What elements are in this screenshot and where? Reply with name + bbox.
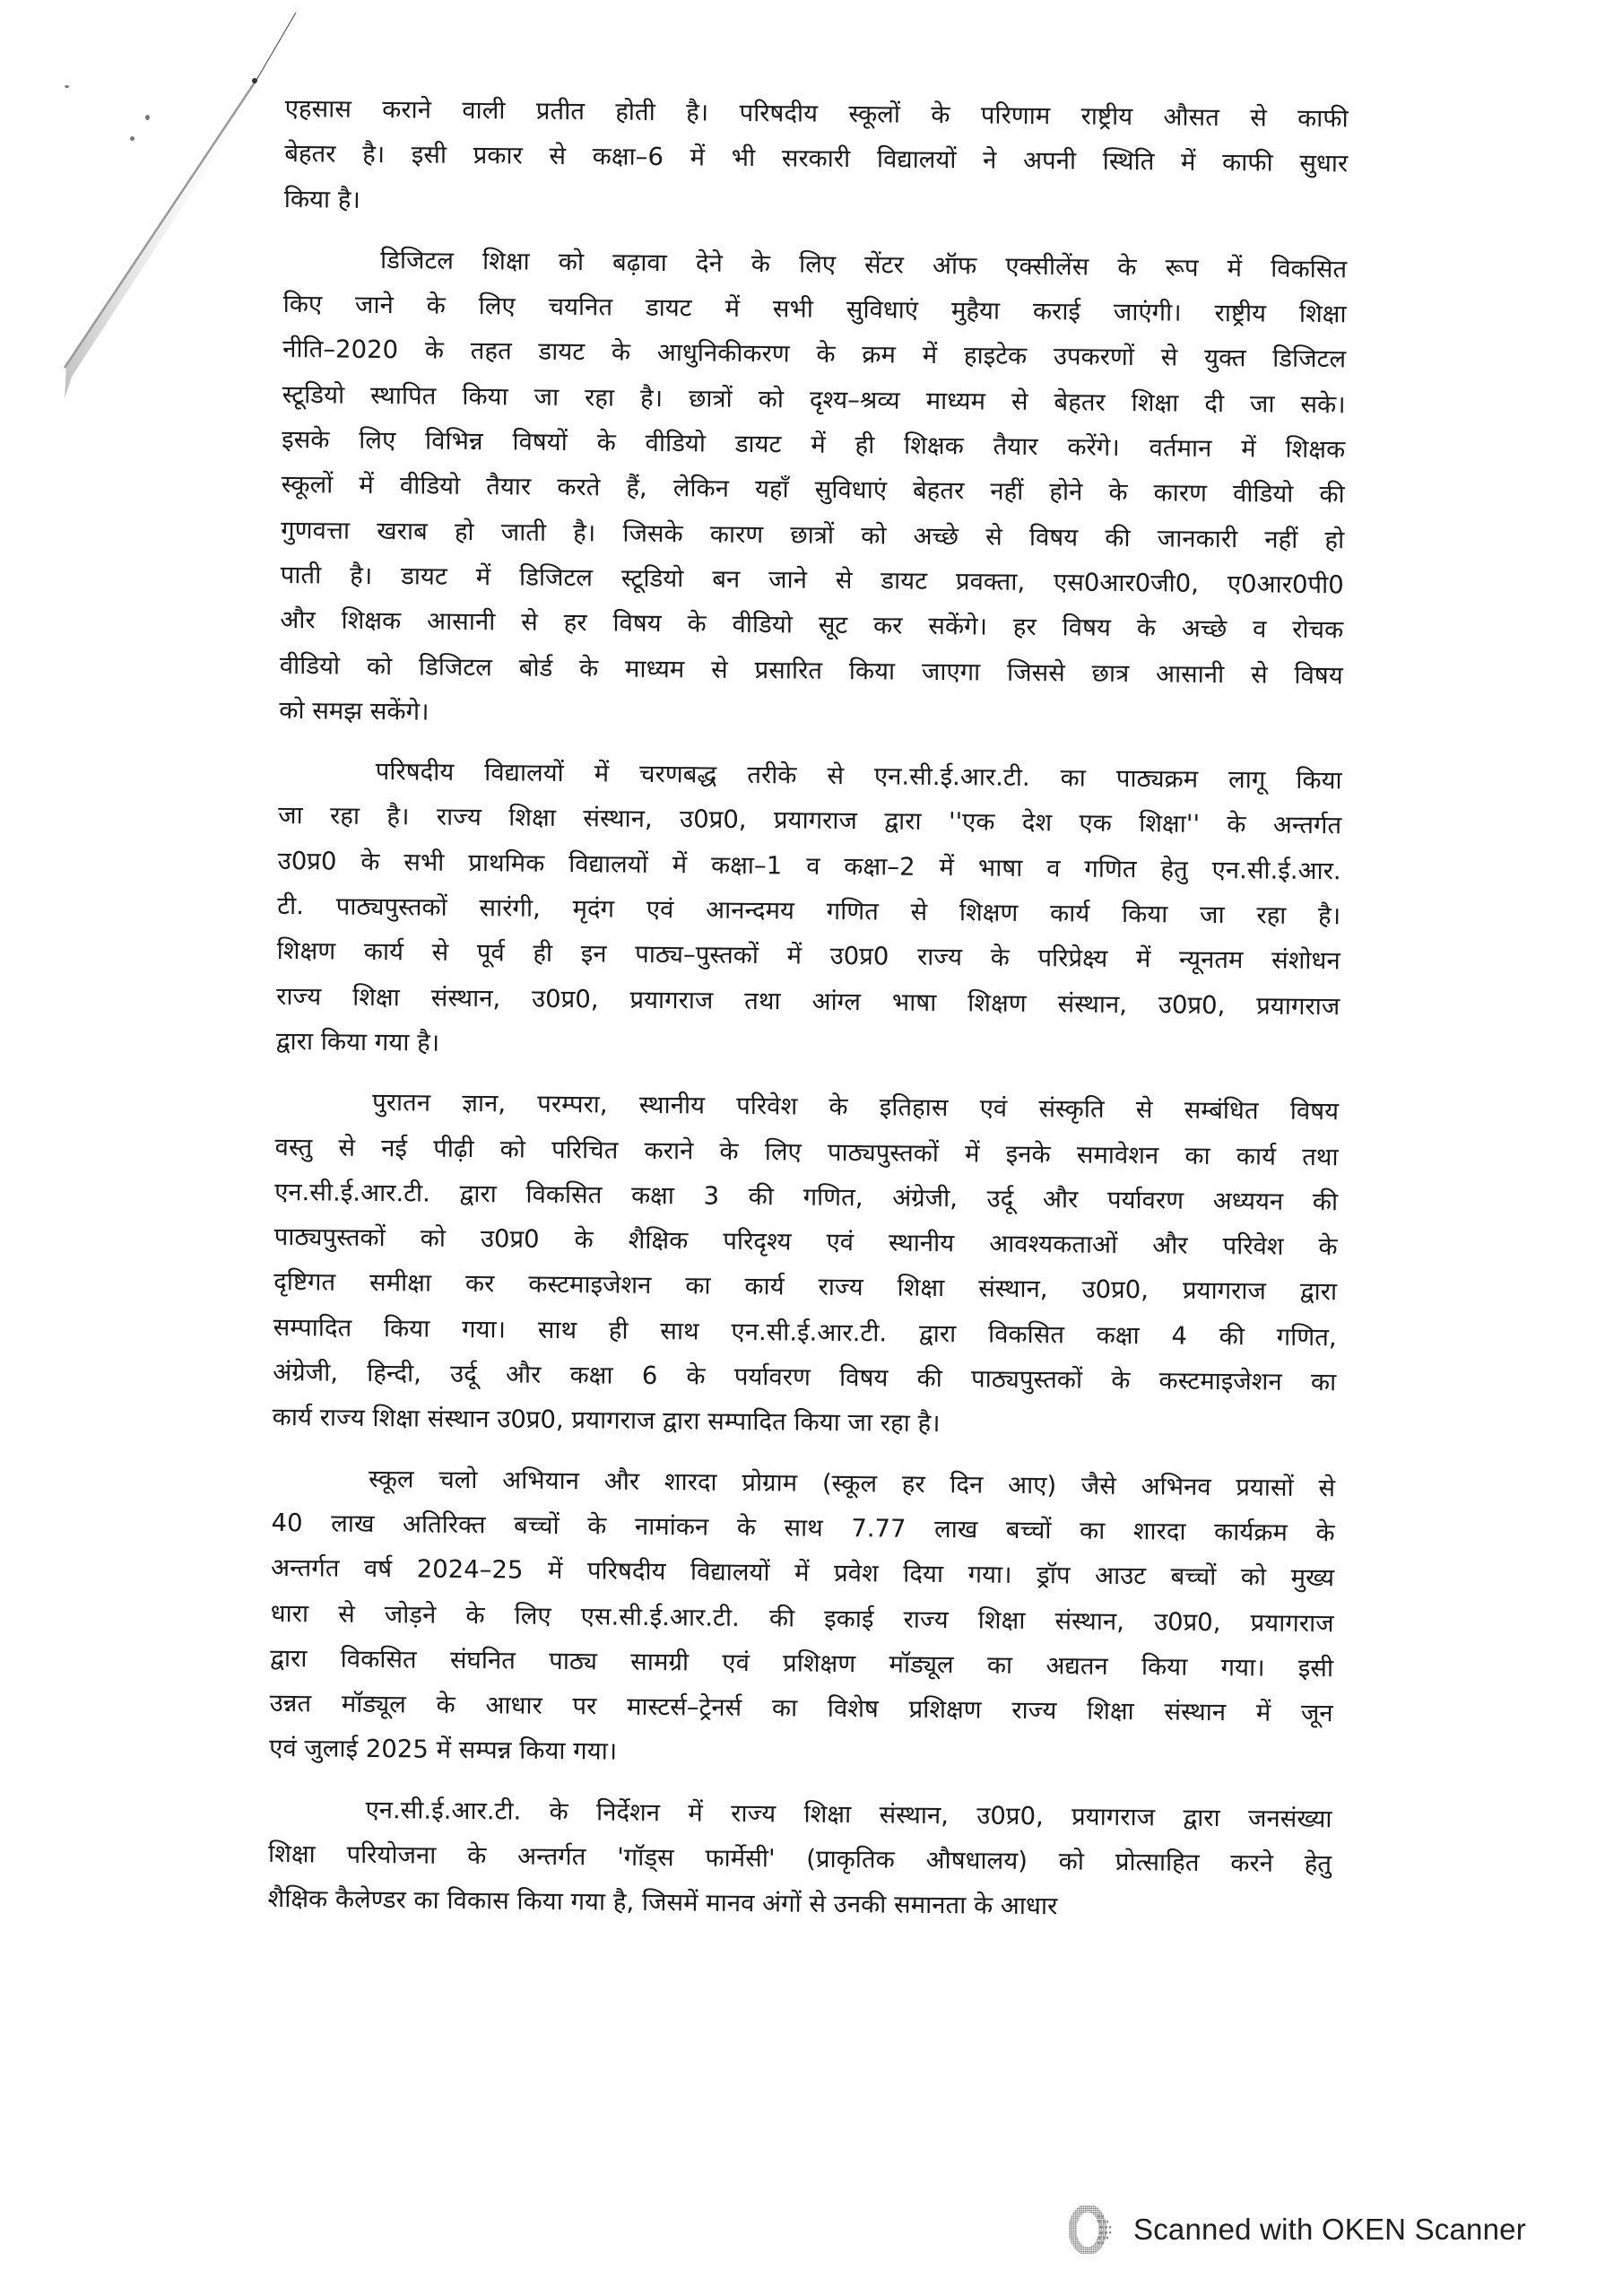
text-line: उन्नत मॉड्यूल के आधार पर मास्टर्स–ट्रेनर्स का विशेष प्रशिक्षण राज्य शिक्षा संस्थान में जून [269, 1689, 1333, 1728]
text-line: इसके लिए विभिन्न विषयों के वीडियो डायट में ही शिक्षक तैयार करेंगे। वर्तमान में शिक्षक [282, 425, 1346, 465]
paragraph [273, 1079, 1340, 1450]
text-line: टी. पाठ्यपुस्तकों सारंगी, मृदंग एवं आनन्दमय गणित से शिक्षण कार्य किया जा रहा है। [277, 891, 1341, 931]
text-line: एहसास कराने वाली प्रतीत होती है। परिषदीय स्कूलों के परिणाम राष्ट्रीय औसत से काफी [284, 93, 1349, 134]
text-line: बेहतर है। इसी प्रकार से कक्षा–6 में भी सरकारी विद्यालयों ने अपनी स्थिति में काफी सुधार [284, 139, 1349, 178]
text-line: उ0प्र0 के सभी प्राथमिक विद्यालयों में कक्षा–1 व कक्षा–2 में भाषा व गणित हेतु एन.सी.ई.आर. [277, 846, 1341, 886]
text-line: किए जाने के लिए चयनित डायट में सभी सुविधाएं मुहैया कराई जाएंगी। राष्ट्रीय शिक्षा [282, 290, 1347, 329]
paragraph [276, 748, 1342, 1074]
text-line: सम्पादित किया गया। साथ ही साथ एन.सी.ई.आर.टी. द्वारा विकसित कक्षा 4 की गणित, [273, 1312, 1337, 1352]
text-line: किया है। [283, 184, 361, 214]
text-line: शिक्षण कार्य से पूर्व ही इन पाठ्य–पुस्तकों में उ0प्र0 राज्य के परिप्रेक्ष्य में न्यूनतम संशोधन [276, 936, 1340, 976]
scan-speck [130, 136, 134, 141]
paragraph [284, 86, 1349, 231]
text-line: स्कूलों में वीडियो तैयार करते हैं, लेकिन यहाँ सुविधाएं बेहतर नहीं होने के कारण वीडियो की [281, 470, 1345, 509]
scan-edge-band [65, 83, 260, 399]
text-line: और शिक्षक आसानी से हर विषय के वीडियो सूट कर सकेंगे। हर विषय के अच्छे व रोचक [280, 605, 1344, 645]
text-line: परिषदीय विद्यालयों में चरणबद्ध तरीके से एन.सी.ई.आर.टी. का पाठ्यक्रम लागू किया [375, 757, 1342, 796]
text-line: द्वारा किया गया है। [275, 1026, 440, 1057]
text-line: डिजिटल शिक्षा को बढ़ावा देने के लिए सेंटर ऑफ एक्सीलेंस के रूप में विकसित [379, 245, 1348, 284]
paragraph [269, 1456, 1335, 1781]
paragraph [279, 237, 1347, 744]
text-line: राज्य शिक्षा संस्थान, उ0प्र0, प्रयागराज तथा आंग्ल भाषा शिक्षण संस्थान, उ0प्र0, प्रयागराज [276, 981, 1340, 1021]
text-line: द्वारा विकसित संघनित पाठ्य सामग्री एवं प्रशिक्षण मॉड्यूल का अद्यतन किया गया। इसी [270, 1643, 1334, 1683]
text-line: गुणवत्ता खराब हो जाती है। जिसके कारण छात्रों को अच्छे से विषय की जानकारी नहीं हो [281, 515, 1345, 555]
text-line: स्टूडियो स्थापित किया जा रहा है। छात्रों को दृश्य–श्रव्य माध्यम से बेहतर शिक्षा दी जा सके। [282, 379, 1346, 420]
text-line: जा रहा है। राज्य शिक्षा संस्थान, उ0प्र0, प्रयागराज द्वारा ''एक देश एक शिक्षा'' के अन्तर्गत [278, 801, 1342, 840]
text-line: अंग्रेजी, हिन्दी, उर्दू और कक्षा 6 के पर्यावरण विषय की पाठ्यपुस्तकों के कस्टमाइजेशन का [273, 1357, 1337, 1397]
text-line: वस्तु से नई पीढ़ी को परिचित कराने के लिए पाठ्यपुस्तकों में इनके समावेशन का कार्य तथा [274, 1132, 1339, 1171]
text-line: नीति–2020 के तहत डायट के आधुनिकीकरण के क्रम में हाइटेक उपकरणों से युक्त डिजिटल [282, 335, 1347, 374]
watermark-text: Scanned with OKEN Scanner [1133, 2213, 1526, 2246]
text-line: दृष्टिगत समीक्षा कर कस्टमाइजेशन का कार्य राज्य शिक्षा संस्थान, उ0प्र0, प्रयागराज द्वारा [273, 1267, 1338, 1307]
scan-speck [145, 115, 150, 120]
scan-speck [65, 85, 69, 88]
text-line: 40 लाख अतिरिक्त बच्चों के नामांकन के साथ 7.77 लाख बच्चों का शारदा कार्यक्रम के [271, 1508, 1335, 1548]
text-line: पुरातन ज्ञान, परम्परा, स्थानीय परिवेश के इतिहास एवं संस्कृति से सम्बंधित विषय [371, 1088, 1340, 1126]
text-line: स्कूल चलो अभियान और शारदा प्रोग्राम (स्कूल हर दिन आए) जैसे अभिनव प्रयासों से [368, 1464, 1336, 1502]
text-line: धारा से जोड़ने के लिए एस.सी.ई.आर.टी. की इकाई राज्य शिक्षा संस्थान, उ0प्र0, प्रयागराज [270, 1598, 1334, 1638]
text-line: कार्य राज्य शिक्षा संस्थान उ0प्र0, प्रयागराज द्वारा सम्पादित किया जा रहा है। [272, 1403, 941, 1439]
text-line: को समझ सकेंगे। [279, 695, 429, 726]
text-line: एवं जुलाई 2025 में सम्पन्न किया गया। [269, 1734, 618, 1767]
text-line: शिक्षा परियोजना के अन्तर्गत 'गॉड्स फार्मेसी' (प्राकृतिक औषधालय) को प्रोत्साहित करने हेतु [267, 1839, 1332, 1879]
document-body [267, 86, 1349, 1947]
text-line: पाठ्यपुस्तकों को उ0प्र0 के शैक्षिक परिदृश्य एवं स्थानीय आवश्यकताओं और परिवेश के [273, 1222, 1338, 1262]
text-line: एन.सी.ई.आर.टी. द्वारा विकसित कक्षा 3 की गणित, अंग्रेजी, उर्दू और पर्यावरण अध्ययन की [274, 1177, 1339, 1217]
text-line: एन.सी.ई.आर.टी. के निर्देशन में राज्य शिक्षा संस्थान, उ0प्र0, प्रयागराज द्वारा जनसंख्या [365, 1795, 1332, 1833]
text-line: अन्तर्गत वर्ष 2024–25 में परिषदीय विद्यालयों में प्रवेश दिया गया। ड्रॉप आउट बच्चों को मुख्य [270, 1553, 1335, 1593]
text-line: पाती है। डायट में डिजिटल स्टूडियो बन जाने से डायट प्रवक्ता, एस0आर0जी0, ए0आर0पी0 [280, 560, 1344, 600]
text-line: वीडियो को डिजिटल बोर्ड के माध्यम से प्रसारित किया जाएगा जिससे छात्र आसानी से विषय [279, 650, 1343, 690]
oken-scanner-logo-icon [1069, 2205, 1117, 2254]
paragraph [267, 1787, 1332, 1932]
text-line: शैक्षिक कैलेण्डर का विकास किया गया है, जिसमें मानव अंगों से उनकी समानता के आधार [267, 1884, 1058, 1921]
scanner-watermark [1069, 2205, 1526, 2255]
scan-edge-line [253, 13, 296, 86]
